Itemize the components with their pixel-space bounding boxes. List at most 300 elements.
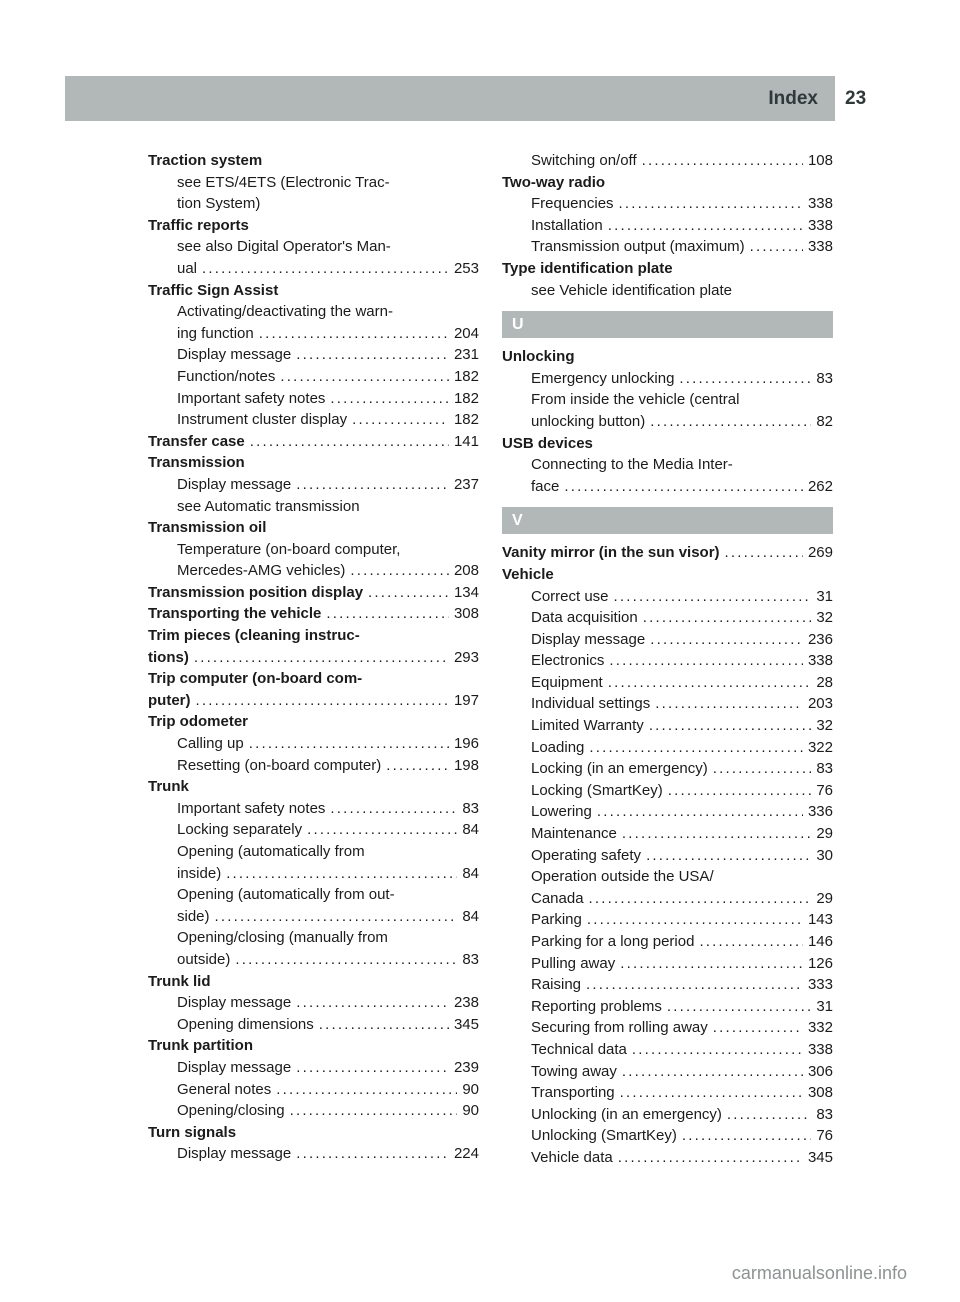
index-entry-line <box>502 693 833 715</box>
entry-page-number: 134 <box>453 583 479 601</box>
index-entry-line <box>148 668 479 690</box>
index-entry-line <box>148 1035 479 1057</box>
entry-page-number: 345 <box>807 1148 833 1166</box>
dot-leader <box>619 193 803 215</box>
section-divider-u <box>502 311 833 338</box>
entry-label: Operation outside the USA/ <box>531 868 714 886</box>
entry-page-number: 31 <box>816 587 833 605</box>
entry-page-number: 203 <box>807 695 833 713</box>
index-entry-line <box>148 841 479 863</box>
entry-page-number: 239 <box>453 1058 479 1076</box>
entry-label: Unlocking (SmartKey) <box>531 1127 677 1145</box>
entry-label: Pulling away <box>531 954 616 972</box>
entry-page-number: 30 <box>816 846 833 864</box>
dot-leader <box>622 823 811 845</box>
dot-leader <box>597 801 803 823</box>
dot-leader <box>620 953 803 975</box>
index-entry-line <box>502 931 833 953</box>
index-entry-line <box>148 215 479 237</box>
index-entry-line <box>502 1104 833 1126</box>
entry-page-number: 308 <box>807 1084 833 1102</box>
dot-leader <box>682 1125 811 1147</box>
entry-page-number: 338 <box>807 216 833 234</box>
entry-label: see also Digital Operator's Man- <box>177 238 391 256</box>
index-entry-line <box>502 888 833 910</box>
entry-label: Maintenance <box>531 825 617 843</box>
entry-label: Calling up <box>177 735 244 753</box>
index-entry-line <box>148 992 479 1014</box>
entry-page-number: 83 <box>816 760 833 778</box>
entry-label: Locking (in an emergency) <box>531 760 708 778</box>
entry-label: unlocking button) <box>531 412 646 430</box>
entry-label: Important safety notes <box>177 389 326 407</box>
index-entry-line <box>148 560 479 582</box>
entry-label: Transmission oil <box>148 519 267 537</box>
entry-page-number: 84 <box>462 864 479 882</box>
entry-label: Vehicle data <box>531 1148 613 1166</box>
dot-leader <box>296 474 449 496</box>
entry-page-number: 197 <box>453 691 479 709</box>
index-entry-line <box>148 280 479 302</box>
entry-label: Securing from rolling away <box>531 1019 708 1037</box>
index-entry-line <box>502 542 833 564</box>
entry-label: Trip odometer <box>148 713 249 731</box>
index-entry-line <box>502 953 833 975</box>
dot-leader <box>586 974 803 996</box>
entry-page-number: 84 <box>462 821 479 839</box>
dot-leader <box>589 737 803 759</box>
index-entry-line <box>148 863 479 885</box>
entry-page-number: 238 <box>453 994 479 1012</box>
index-entry-line <box>148 625 479 647</box>
index-entry-line <box>502 845 833 867</box>
dot-leader <box>352 409 449 431</box>
entry-label: Trunk <box>148 778 189 796</box>
dot-leader <box>587 909 803 931</box>
entry-label: Equipment <box>531 673 603 691</box>
entry-label: Vanity mirror (in the sun visor) <box>502 544 720 562</box>
entry-page-number: 269 <box>807 544 833 562</box>
dot-leader <box>368 582 449 604</box>
entry-label: Transporting the vehicle <box>148 605 322 623</box>
dot-leader <box>194 647 449 669</box>
dot-leader <box>699 931 803 953</box>
index-entry-line <box>502 1082 833 1104</box>
index-entry-line <box>148 474 479 496</box>
entry-label: Type identification plate <box>502 259 673 277</box>
entry-label: Lowering <box>531 803 592 821</box>
entry-label: Resetting (on-board computer) <box>177 756 382 774</box>
entry-page-number: 338 <box>807 1040 833 1058</box>
entry-label: Reporting problems <box>531 997 662 1015</box>
index-entry-line <box>502 974 833 996</box>
watermark-text: carmanualsonline.info <box>731 1263 907 1283</box>
entry-label: Switching on/off <box>531 152 637 169</box>
dot-leader <box>649 715 812 737</box>
entry-label: From inside the vehicle (central <box>531 391 740 409</box>
entry-label: Trunk partition <box>148 1037 253 1055</box>
dot-leader <box>296 1057 449 1079</box>
section-divider-v <box>502 507 833 534</box>
index-entry-line <box>502 389 833 411</box>
index-entry-line <box>502 411 833 433</box>
entry-label: Operating safety <box>531 846 642 864</box>
index-entry-line <box>148 949 479 971</box>
index-entry-line <box>148 1057 479 1079</box>
entry-label: Trim pieces (cleaning instruc- <box>148 627 360 645</box>
dot-leader <box>296 344 449 366</box>
entry-label: Loading <box>531 738 585 756</box>
dot-leader <box>196 690 449 712</box>
index-entry-line <box>148 452 479 474</box>
index-entry-line <box>148 388 479 410</box>
entry-page-number: 237 <box>453 475 479 493</box>
index-entry-line <box>502 823 833 845</box>
index-entry-line <box>502 1147 833 1169</box>
dot-leader <box>290 1100 458 1122</box>
dot-leader <box>319 1014 449 1036</box>
entry-page-number: 29 <box>816 889 833 907</box>
dot-leader <box>650 411 811 433</box>
index-entry-line <box>148 539 479 561</box>
index-entry-line <box>148 971 479 993</box>
entry-label: Mercedes-AMG vehicles) <box>177 562 346 580</box>
index-entry-line <box>502 172 833 194</box>
dot-leader <box>386 755 449 777</box>
entry-page-number: 204 <box>453 324 479 342</box>
entry-page-number: 182 <box>453 367 479 385</box>
index-entry-line <box>148 906 479 928</box>
entry-page-number: 293 <box>453 648 479 666</box>
entry-label: Raising <box>531 976 582 994</box>
dot-leader <box>250 431 449 453</box>
entry-label: tions) <box>148 648 189 666</box>
entry-page-number: 336 <box>807 803 833 821</box>
entry-label: Transfer case <box>148 432 245 450</box>
entry-label: Transporting <box>531 1084 615 1102</box>
index-entry-line <box>148 236 479 258</box>
entry-label: see Vehicle identification plate <box>531 281 732 299</box>
dot-leader <box>642 150 803 172</box>
entry-page-number: 182 <box>453 411 479 429</box>
dot-leader <box>655 693 803 715</box>
dot-leader <box>280 366 449 388</box>
entry-page-number: 28 <box>816 673 833 691</box>
entry-page-number: 338 <box>807 652 833 670</box>
entry-label: Activating/deactivating the warn- <box>177 303 393 321</box>
index-entry-line <box>502 193 833 215</box>
index-entry-line <box>502 1061 833 1083</box>
entry-label: Traffic reports <box>148 216 249 234</box>
entry-label: Opening (automatically from out- <box>177 886 395 904</box>
index-column-left <box>148 150 479 1169</box>
dot-leader <box>564 476 803 498</box>
entry-page-number: 236 <box>807 630 833 648</box>
entry-label: Locking (SmartKey) <box>531 781 663 799</box>
index-column-right <box>502 150 833 1169</box>
index-entry-line <box>148 582 479 604</box>
index-entry-line <box>502 258 833 280</box>
index-entry-line <box>502 150 833 172</box>
entry-label: Opening (automatically from <box>177 843 365 860</box>
entry-page-number: 338 <box>807 195 833 213</box>
entry-label: Trip computer (on-board com- <box>148 670 363 688</box>
entry-page-number: 76 <box>816 781 833 799</box>
dot-leader <box>750 236 803 258</box>
entry-page-number: 108 <box>807 152 833 169</box>
entry-page-number: 224 <box>453 1145 479 1163</box>
index-entry-line <box>502 607 833 629</box>
entry-label: Display message <box>531 630 646 648</box>
entry-label: puter) <box>148 691 191 709</box>
entry-label: Transmission <box>148 454 245 472</box>
index-entry-line <box>502 909 833 931</box>
dot-leader <box>226 863 457 885</box>
entry-page-number: 208 <box>453 562 479 580</box>
index-entry-line <box>148 776 479 798</box>
index-entry-line <box>148 1143 479 1165</box>
entry-label: ual <box>177 259 198 277</box>
index-entry-line <box>148 496 479 518</box>
entry-page-number: 333 <box>807 976 833 994</box>
index-entry-line <box>502 801 833 823</box>
entry-label: Unlocking (in an emergency) <box>531 1105 722 1123</box>
entry-page-number: 90 <box>462 1080 479 1098</box>
entry-label: Frequencies <box>531 195 614 213</box>
entry-label: Important safety notes <box>177 799 326 817</box>
index-entry-line <box>148 431 479 453</box>
entry-label: Locking separately <box>177 821 303 839</box>
dot-leader <box>350 560 449 582</box>
dot-leader <box>609 650 803 672</box>
dot-leader <box>679 368 811 390</box>
entry-page-number: 29 <box>816 825 833 843</box>
index-entry-line <box>502 280 833 302</box>
entry-page-number: 231 <box>453 346 479 364</box>
page-title: Index <box>768 87 818 109</box>
entry-label: Vehicle <box>502 565 554 583</box>
entry-label: Two-way radio <box>502 173 606 191</box>
index-entry-line <box>148 1014 479 1036</box>
entry-page-number: 82 <box>816 412 833 430</box>
dot-leader <box>589 888 812 910</box>
entry-label: Traction system <box>148 152 263 169</box>
entry-page-number: 338 <box>807 238 833 256</box>
entry-page-number: 332 <box>807 1019 833 1037</box>
index-entry-line <box>148 755 479 777</box>
entry-label: inside) <box>177 864 222 882</box>
dot-leader <box>608 672 812 694</box>
dot-leader <box>330 388 449 410</box>
dot-leader <box>713 1017 803 1039</box>
entry-label: Temperature (on-board computer, <box>177 540 401 558</box>
index-entry-line <box>148 1100 479 1122</box>
dot-leader <box>650 629 803 651</box>
entry-label: Canada <box>531 889 584 907</box>
index-entry-line <box>502 215 833 237</box>
index-entry-line <box>148 690 479 712</box>
entry-label: Function/notes <box>177 367 276 385</box>
entry-label: Display message <box>177 1058 292 1076</box>
index-entry-line <box>148 193 479 215</box>
index-entry-line <box>148 366 479 388</box>
entry-label: Towing away <box>531 1062 617 1080</box>
index-entry-line <box>502 433 833 455</box>
dot-leader <box>725 542 803 564</box>
dot-leader <box>608 215 803 237</box>
entry-label: Opening/closing <box>177 1102 285 1120</box>
entry-label: Individual settings <box>531 695 651 713</box>
dot-leader <box>259 323 449 345</box>
entry-label: ing function <box>177 324 254 342</box>
entry-label: Trunk lid <box>148 972 211 990</box>
dot-leader <box>667 996 811 1018</box>
entry-label: Instrument cluster display <box>177 411 348 429</box>
index-entry-line <box>502 586 833 608</box>
entry-page-number: 31 <box>816 997 833 1015</box>
entry-label: Display message <box>177 1145 292 1163</box>
index-entry-line <box>502 866 833 888</box>
index-entry-line <box>148 150 479 172</box>
dot-leader <box>330 798 457 820</box>
entry-label: Electronics <box>531 652 605 670</box>
dot-leader <box>235 949 457 971</box>
index-entry-line <box>148 927 479 949</box>
index-entry-line <box>502 996 833 1018</box>
entry-page-number: 143 <box>807 911 833 929</box>
entry-label: Traffic Sign Assist <box>148 281 279 299</box>
entry-label: side) <box>177 907 210 925</box>
entry-label: Opening dimensions <box>177 1015 314 1033</box>
page-header-band <box>65 76 835 121</box>
entry-label: Emergency unlocking <box>531 369 675 387</box>
index-entry-line <box>148 517 479 539</box>
entry-label: Opening/closing (manually from <box>177 929 388 947</box>
index-columns <box>148 150 833 1169</box>
index-entry-line <box>148 258 479 280</box>
entry-page-number: 322 <box>807 738 833 756</box>
index-entry-line <box>148 172 479 194</box>
entry-page-number: 198 <box>453 756 479 774</box>
entry-label: Installation <box>531 216 603 234</box>
entry-page-number: 308 <box>453 605 479 623</box>
entry-label: outside) <box>177 950 231 968</box>
entry-label: Parking <box>531 911 582 929</box>
entry-label: Transmission position display <box>148 583 364 601</box>
index-entry-line <box>502 629 833 651</box>
entry-page-number: 182 <box>453 389 479 407</box>
dot-leader <box>668 780 812 802</box>
index-entry-line <box>148 711 479 733</box>
entry-label: see ETS/4ETS (Electronic Trac- <box>177 173 390 191</box>
index-entry-line <box>502 564 833 586</box>
section-letter: V <box>512 512 523 530</box>
entry-label: USB devices <box>502 434 593 452</box>
index-entry-line <box>502 346 833 368</box>
index-entry-line <box>502 454 833 476</box>
index-entry-line <box>502 672 833 694</box>
dot-leader <box>249 733 449 755</box>
dot-leader <box>296 992 449 1014</box>
entry-page-number: 141 <box>453 432 479 450</box>
entry-label: Unlocking <box>502 348 575 366</box>
entry-page-number: 83 <box>816 1105 833 1123</box>
dot-leader <box>307 819 457 841</box>
index-entry-line <box>502 1017 833 1039</box>
entry-page-number: 253 <box>453 259 479 277</box>
entry-label: Display message <box>177 475 292 493</box>
entry-page-number: 90 <box>462 1102 479 1120</box>
index-entry-line <box>502 1125 833 1147</box>
index-entry-line <box>502 368 833 390</box>
entry-label: Display message <box>177 994 292 1012</box>
index-entry-line <box>502 1039 833 1061</box>
entry-label: General notes <box>177 1080 272 1098</box>
dot-leader <box>618 1147 803 1169</box>
entry-page-number: 32 <box>816 609 833 627</box>
entry-page-number: 84 <box>462 907 479 925</box>
index-entry-line <box>502 476 833 498</box>
entry-label: Limited Warranty <box>531 717 644 735</box>
dot-leader <box>296 1143 449 1165</box>
dot-leader <box>202 258 449 280</box>
dot-leader <box>614 586 812 608</box>
dot-leader <box>632 1039 803 1061</box>
index-entry-line <box>148 301 479 323</box>
entry-label: Technical data <box>531 1040 627 1058</box>
entry-label: Transmission output (maximum) <box>531 238 745 256</box>
entry-label: face <box>531 477 560 495</box>
index-entry-line <box>148 323 479 345</box>
entry-page-number: 126 <box>807 954 833 972</box>
entry-label: Turn signals <box>148 1123 237 1141</box>
dot-leader <box>643 607 812 629</box>
index-entry-line <box>502 715 833 737</box>
page-number: 23 <box>845 87 867 109</box>
entry-label: see Automatic transmission <box>177 497 360 515</box>
dot-leader <box>326 603 449 625</box>
index-entry-line <box>148 409 479 431</box>
dot-leader <box>620 1082 803 1104</box>
dot-leader <box>622 1061 803 1083</box>
entry-page-number: 196 <box>453 735 479 753</box>
index-entry-line <box>148 798 479 820</box>
entry-label: Display message <box>177 346 292 364</box>
index-entry-line <box>148 647 479 669</box>
entry-label: tion System) <box>177 195 261 213</box>
entry-label: Correct use <box>531 587 609 605</box>
index-entry-line <box>148 344 479 366</box>
index-entry-line <box>148 733 479 755</box>
entry-page-number: 262 <box>807 477 833 495</box>
index-entry-line <box>148 1079 479 1101</box>
dot-leader <box>215 906 458 928</box>
index-entry-line <box>502 650 833 672</box>
entry-page-number: 83 <box>462 950 479 968</box>
entry-page-number: 146 <box>807 933 833 950</box>
index-entry-line <box>148 884 479 906</box>
index-entry-line <box>502 737 833 759</box>
index-entry-line <box>502 780 833 802</box>
entry-label: Data acquisition <box>531 609 638 627</box>
entry-page-number: 32 <box>816 717 833 735</box>
entry-page-number: 345 <box>453 1015 479 1033</box>
dot-leader <box>713 758 812 780</box>
entry-page-number: 83 <box>462 799 479 817</box>
dot-leader <box>276 1079 457 1101</box>
dot-leader <box>727 1104 811 1126</box>
entry-label: Connecting to the Media Inter- <box>531 456 733 474</box>
